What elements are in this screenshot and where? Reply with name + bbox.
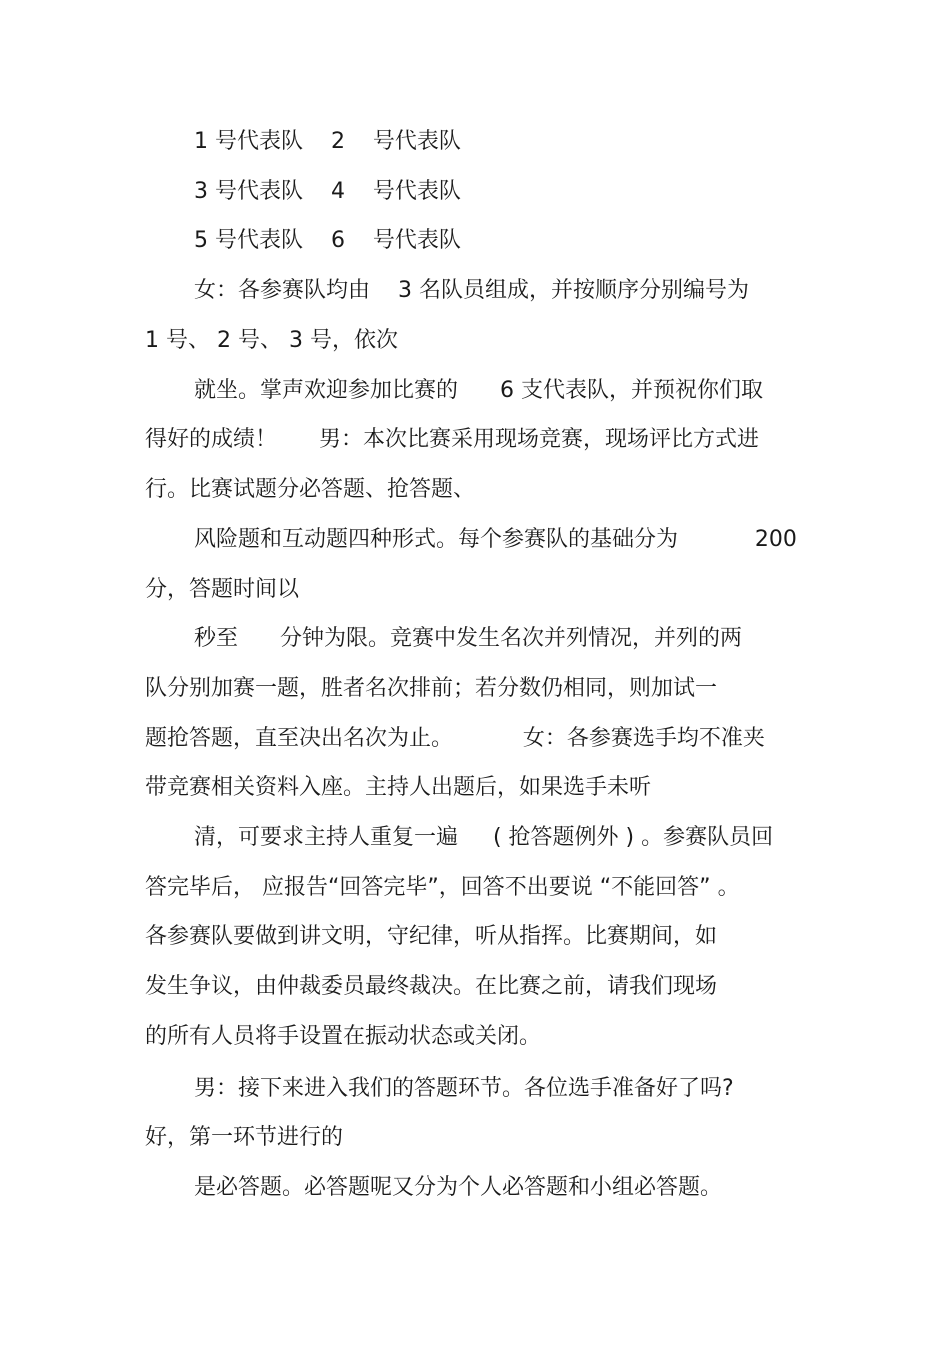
text-line: 风险题和互动题四种形式。每个参赛队的基础分为 200 <box>194 527 797 552</box>
text-line: 各参赛队要做到讲文明，守纪律，听从指挥。比赛期间，如 <box>145 924 718 949</box>
text-line: 答完毕后， 应报告“回答完毕”，回答不出要说 “不能回答” 。 <box>145 875 740 900</box>
text-line: 清，可要求主持人重复一遍 ( 抢答题例外 ) 。参赛队员回 <box>194 825 774 850</box>
text-line: 行。比赛试题分必答题、抢答题、 <box>145 477 476 502</box>
text-line: 男：接下来进入我们的答题环节。各位选手准备好了吗? <box>194 1076 734 1101</box>
text-line: 发生争议，由仲裁委员最终裁决。在比赛之前，请我们现场 <box>145 974 718 999</box>
text-line: 好，第一环节进行的 <box>145 1125 344 1150</box>
text-line: 5 号代表队 6 号代表队 <box>194 228 461 253</box>
text-line: 分，答题时间以 <box>145 577 300 602</box>
text-line: 秒至 分钟为限。竞赛中发生名次并列情况，并列的两 <box>194 626 742 651</box>
text-line: 1 号、 2 号、 3 号，依次 <box>145 328 398 353</box>
text-line: 3 号代表队 4 号代表队 <box>194 179 461 204</box>
text-line: 女：各参赛队均由 3 名队员组成，并按顺序分别编号为 <box>194 278 749 303</box>
text-line: 题抢答题，直至决出名次为止。 女：各参赛选手均不准夹 <box>145 726 765 751</box>
text-line: 的所有人员将手设置在振动状态或关闭。 <box>145 1024 542 1049</box>
text-line: 带竞赛相关资料入座。主持人出题后，如果选手未听 <box>145 775 652 800</box>
text-line: 队分别加赛一题，胜者名次排前；若分数仍相同，则加试一 <box>145 676 718 701</box>
text-line: 是必答题。必答题呢又分为个人必答题和小组必答题。 <box>194 1175 723 1200</box>
text-line: 就坐。掌声欢迎参加比赛的 6 支代表队，并预祝你们取 <box>194 378 763 403</box>
text-line: 1 号代表队 2 号代表队 <box>194 129 461 154</box>
text-line: 得好的成绩！ 男：本次比赛采用现场竞赛，现场评比方式进 <box>145 427 759 452</box>
